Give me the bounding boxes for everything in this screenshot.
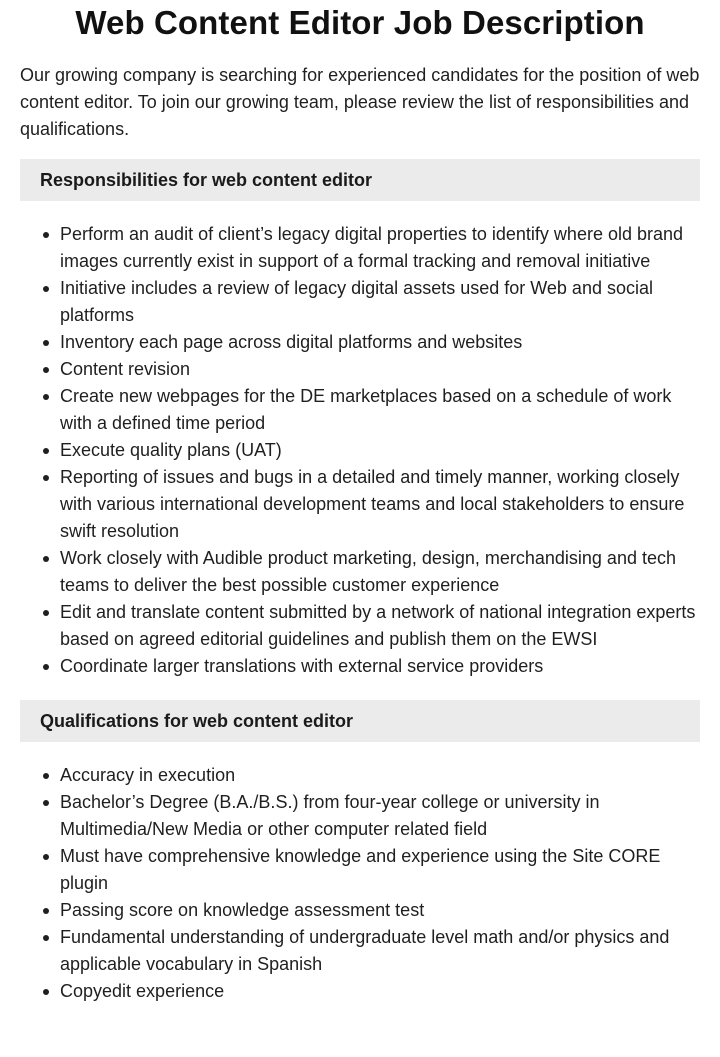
bullet-icon [43, 367, 49, 373]
responsibility-text: Content revision [60, 359, 191, 379]
responsibility-item [60, 653, 700, 680]
responsibilities-list [20, 221, 700, 680]
bullet-icon [43, 935, 49, 941]
qualification-text: Fundamental understanding of undergraduate level math and/or physics and applicable vocabulary in Spanish [60, 927, 670, 974]
bullet-icon [43, 340, 49, 346]
bullet-icon [43, 854, 49, 860]
bullet-icon [43, 286, 49, 292]
bullet-icon [43, 989, 49, 995]
responsibility-item [60, 329, 700, 356]
qualifications-list [20, 762, 700, 1005]
bullet-icon [43, 394, 49, 400]
qualification-item [60, 789, 700, 843]
responsibility-text: Execute quality plans (UAT) [60, 440, 282, 460]
bullet-icon [43, 475, 49, 481]
qualification-item [60, 978, 700, 1005]
bullet-icon [43, 610, 49, 616]
bullet-icon [43, 773, 49, 779]
responsibility-text: Reporting of issues and bugs in a detailed and timely manner, working closely with various international development teams and local stakeholders to ensure swift resolution [60, 467, 685, 541]
qualification-text: Bachelor’s Degree (B.A./B.S.) from four-year college or university in Multimedia/New Media or other computer related field [60, 792, 600, 839]
qualification-text: Copyedit experience [60, 981, 225, 1001]
responsibility-item [60, 383, 700, 437]
responsibility-item [60, 275, 700, 329]
responsibility-text: Edit and translate content submitted by a network of national integration experts based on agreed editorial guidelines and publish them on the EWSI [60, 602, 696, 649]
responsibility-item [60, 437, 700, 464]
qualification-text: Accuracy in execution [60, 765, 236, 785]
bullet-icon [43, 556, 49, 562]
page-title: Web Content Editor Job Description [75, 4, 645, 41]
bullet-icon [43, 448, 49, 454]
qualification-item [60, 897, 700, 924]
responsibility-text: Work closely with Audible product marketing, design, merchandising and tech teams to deliver the best possible customer experience [60, 548, 676, 595]
bullet-icon [43, 800, 49, 806]
responsibility-text: Inventory each page across digital platforms and websites [60, 332, 523, 352]
qualification-text: Must have comprehensive knowledge and experience using the Site CORE plugin [60, 846, 661, 893]
responsibility-item [60, 356, 700, 383]
qualification-item [60, 762, 700, 789]
bullet-icon [43, 232, 49, 238]
intro-paragraph: Our growing company is searching for experienced candidates for the position of web content editor. To join our growing team, please review the list of responsibilities and qualifications. [20, 65, 700, 139]
responsibility-item [60, 545, 700, 599]
responsibility-item [60, 221, 700, 275]
responsibility-item [60, 464, 700, 545]
responsibilities-heading: Responsibilities for web content editor [20, 159, 700, 201]
responsibility-text: Create new webpages for the DE marketplaces based on a schedule of work with a defined time period [60, 386, 672, 433]
responsibility-text: Initiative includes a review of legacy digital assets used for Web and social platforms [60, 278, 653, 325]
bullet-icon [43, 908, 49, 914]
qualification-item [60, 924, 700, 978]
qualification-text: Passing score on knowledge assessment test [60, 900, 425, 920]
qualifications-heading: Qualifications for web content editor [20, 700, 700, 742]
responsibility-item [60, 599, 700, 653]
qualification-item [60, 843, 700, 897]
responsibility-text: Perform an audit of client’s legacy digital properties to identify where old brand images currently exist in support of a formal tracking and removal initiative [60, 224, 684, 271]
bullet-icon [43, 664, 49, 670]
responsibility-text: Coordinate larger translations with external service providers [60, 656, 544, 676]
